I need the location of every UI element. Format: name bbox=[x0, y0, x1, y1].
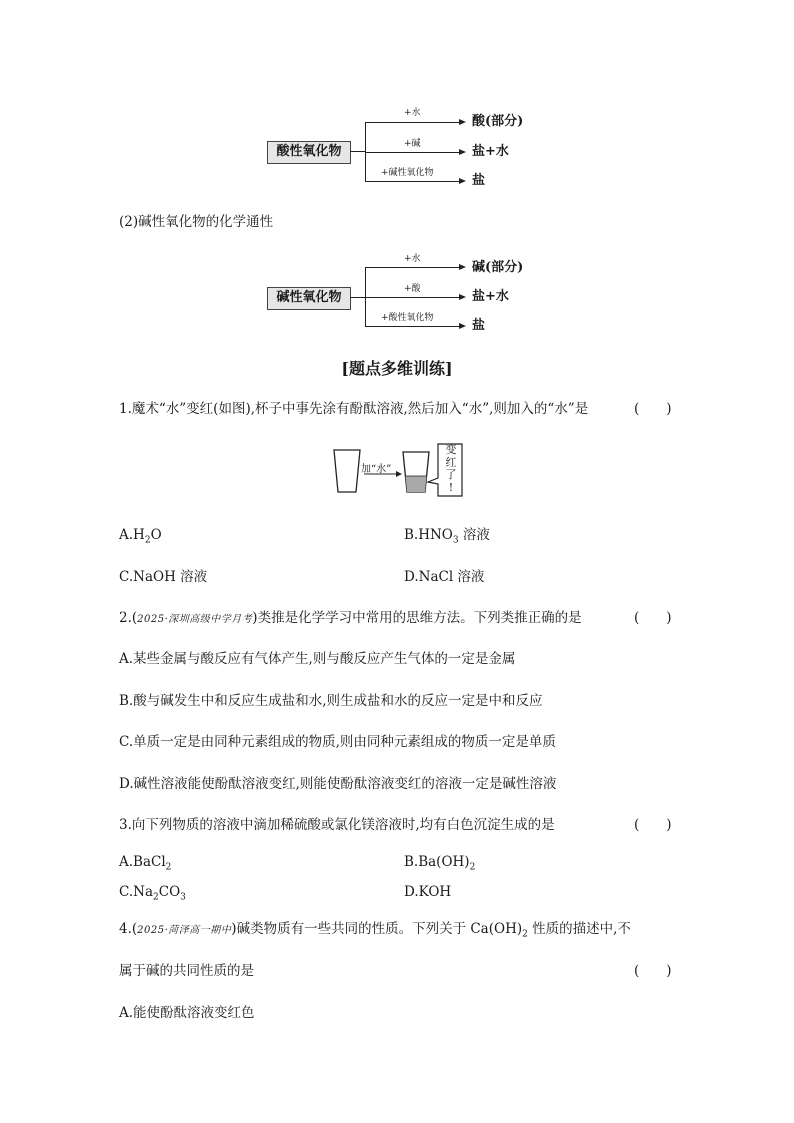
branch-line bbox=[365, 122, 461, 123]
section-title: (2)碱性氧化物的化学通性 bbox=[119, 214, 274, 230]
answer-blank: ( ) bbox=[634, 963, 672, 979]
arrow-head-icon bbox=[459, 323, 466, 329]
bubble-text bbox=[439, 444, 463, 494]
q2-stem: 2.(2025·深圳高级中学月考)类推是化学学习中常用的思维方法。下列类推正确的是 bbox=[119, 610, 582, 626]
q4-stem: 4.(2025·菏泽高一期中)碱类物质有一些共同的性质。下列关于 $Ca(OH)_2$ 性质的描述中,不 bbox=[119, 921, 631, 940]
arrow-head-icon bbox=[459, 294, 466, 300]
q2-option-a[interactable]: A.某些金属与酸反应有气体产生,则与酸反应产生气体的一定是金属 bbox=[119, 651, 516, 667]
arrow-head-icon bbox=[459, 149, 466, 155]
connector-line bbox=[350, 151, 366, 152]
branch-label: +酸性氧化物 bbox=[381, 313, 434, 323]
branch-line bbox=[365, 181, 461, 182]
q3-option-c[interactable]: $C.Na_2CO_3$ bbox=[119, 884, 186, 903]
q2-option-c[interactable]: C.单质一定是由同种元素组成的物质,则由同种元素组成的物质一定是单质 bbox=[119, 734, 556, 750]
arrow-head-icon bbox=[396, 471, 402, 477]
branch-label: +水 bbox=[404, 108, 421, 118]
branch-line bbox=[365, 152, 461, 153]
answer-blank: ( ) bbox=[634, 817, 672, 833]
branch-output: 酸(部分) bbox=[472, 114, 524, 129]
q4-stem-line2: 属于碱的共同性质的是 bbox=[119, 963, 254, 979]
q4-option-a[interactable]: A.能使酚酞溶液变红色 bbox=[119, 1005, 255, 1021]
branch-label: +碱性氧化物 bbox=[381, 168, 434, 178]
branch-line bbox=[365, 297, 461, 298]
acidic-oxide-box: 酸性氧化物 bbox=[267, 141, 351, 164]
q1-option-a[interactable]: $A.H_2O$ bbox=[119, 527, 162, 546]
q3-option-b[interactable]: $B.Ba(OH)_2$ bbox=[404, 854, 476, 873]
branch-output: 盐+水 bbox=[472, 289, 509, 304]
arrow-head-icon bbox=[459, 178, 466, 184]
q1-option-d[interactable]: D.NaCl 溶液 bbox=[404, 569, 485, 585]
branch-output: 碱(部分) bbox=[472, 260, 524, 275]
branch-output: 盐 bbox=[472, 318, 486, 333]
q2-option-d[interactable]: D.碱性溶液能使酚酞溶液变红,则能使酚酞溶液变红的溶液一定是碱性溶液 bbox=[119, 776, 557, 792]
q3-stem: 3.向下列物质的溶液中滴加稀硫酸或氯化镁溶液时,均有白色沉淀生成的是 bbox=[119, 817, 555, 833]
q1-option-c[interactable]: C.NaOH 溶液 bbox=[119, 569, 208, 585]
bubble-char: 变 bbox=[445, 443, 457, 456]
branch-line bbox=[365, 326, 461, 327]
answer-blank: ( ) bbox=[634, 610, 672, 626]
q2-option-b[interactable]: B.酸与碱发生中和反应生成盐和水,则生成盐和水的反应一定是中和反应 bbox=[119, 693, 543, 709]
source-tag: 2025·深圳高级中学月考 bbox=[137, 614, 253, 625]
bubble-char: ! bbox=[448, 480, 454, 494]
source-tag: 2025·菏泽高一期中 bbox=[137, 925, 232, 936]
branch-output: 盐 bbox=[472, 173, 486, 188]
arrow-head-icon bbox=[459, 264, 466, 270]
empty-cup-icon bbox=[334, 450, 360, 492]
bubble-char: 了 bbox=[445, 468, 457, 481]
basic-oxide-box: 碱性氧化物 bbox=[267, 287, 351, 310]
figure-arrow-label: 加“水” bbox=[361, 464, 392, 475]
branch-label: +酸 bbox=[404, 284, 421, 294]
q1-stem: 1.魔术“水”变红(如图),杯子中事先涂有酚酞溶液,然后加入“水”,则加入的“水”是 bbox=[119, 401, 589, 417]
branch-line bbox=[365, 267, 461, 268]
connector-line bbox=[350, 297, 366, 298]
q1-option-b[interactable]: $B.HNO_3$ 溶液 bbox=[404, 527, 490, 546]
branch-output: 盐+水 bbox=[472, 144, 509, 159]
branch-label: +碱 bbox=[404, 139, 421, 149]
branch-label: +水 bbox=[404, 254, 421, 264]
answer-blank: ( ) bbox=[634, 401, 672, 417]
training-heading: [题点多维训练] bbox=[341, 359, 453, 378]
bubble-char: 红 bbox=[445, 455, 457, 469]
q3-option-d[interactable]: D.KOH bbox=[404, 884, 452, 900]
arrow-head-icon bbox=[459, 119, 466, 125]
q3-option-a[interactable]: A.BaCl$_2$ bbox=[119, 854, 172, 873]
